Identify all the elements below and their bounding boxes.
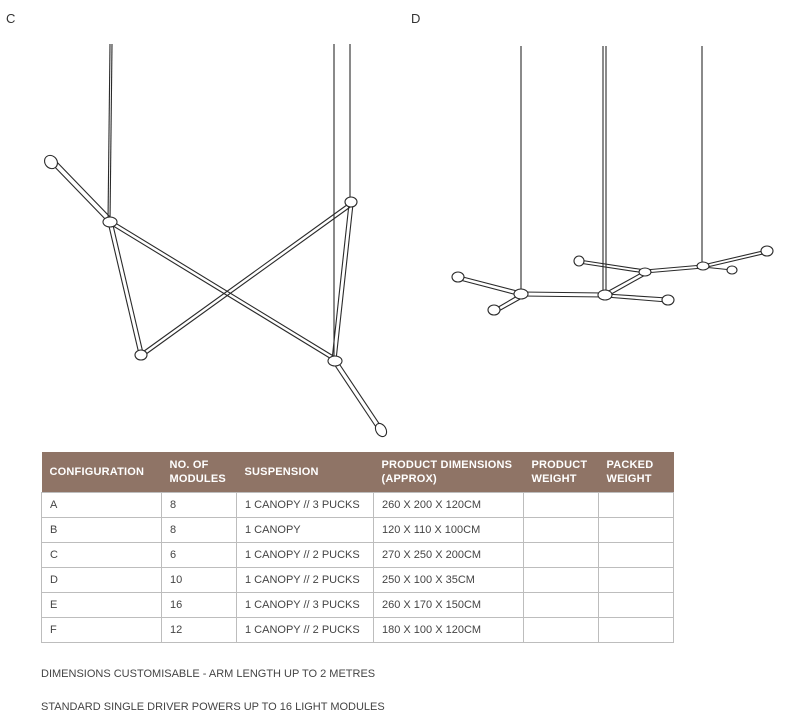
- cell-configuration: E: [42, 593, 162, 618]
- header-suspension: SUSPENSION: [237, 452, 374, 493]
- cell-suspension: 1 CANOPY // 3 PUCKS: [237, 593, 374, 618]
- cell-packed-weight: [599, 593, 674, 618]
- cell-packed-weight: [599, 543, 674, 568]
- specification-table: [41, 452, 674, 643]
- cell-modules: 16: [162, 593, 237, 618]
- light-module: [574, 256, 584, 266]
- joint-node: [598, 290, 612, 300]
- header-dimensions: PRODUCT DIMENSIONS (APPROX): [374, 452, 524, 493]
- arm: [459, 276, 521, 292]
- cell-modules: 12: [162, 618, 237, 643]
- cell-dimensions: 270 X 250 X 200CM: [374, 543, 524, 568]
- arm: [522, 292, 604, 293]
- arm: [703, 250, 767, 265]
- cell-configuration: A: [42, 493, 162, 518]
- cell-configuration: D: [42, 568, 162, 593]
- header-product-weight: PRODUCT WEIGHT: [524, 452, 599, 493]
- configuration-c-label: C: [6, 11, 16, 26]
- table-row: [42, 618, 674, 643]
- table-row: [42, 518, 674, 543]
- joint-node: [514, 289, 528, 299]
- cell-suspension: 1 CANOPY // 3 PUCKS: [237, 493, 374, 518]
- cell-product-weight: [524, 543, 599, 568]
- cell-suspension: 1 CANOPY // 2 PUCKS: [237, 618, 374, 643]
- light-module: [727, 266, 737, 274]
- joint-node: [697, 262, 709, 270]
- arm: [703, 253, 767, 268]
- note-driver-capacity: STANDARD SINGLE DRIVER POWERS UP TO 16 LIGHT MODULES: [41, 701, 385, 713]
- cell-configuration: F: [42, 618, 162, 643]
- table-header-row: [42, 452, 674, 493]
- cell-dimensions: 120 X 110 X 100CM: [374, 518, 524, 543]
- arm: [605, 271, 645, 293]
- cell-product-weight: [524, 518, 599, 543]
- header-configuration: CONFIGURATION: [42, 452, 162, 493]
- joint-node: [639, 268, 651, 276]
- cell-configuration: B: [42, 518, 162, 543]
- cell-dimensions: 260 X 200 X 120CM: [374, 493, 524, 518]
- cell-dimensions: 180 X 100 X 120CM: [374, 618, 524, 643]
- cell-packed-weight: [599, 518, 674, 543]
- cell-configuration: C: [42, 543, 162, 568]
- cell-suspension: 1 CANOPY: [237, 518, 374, 543]
- header-packed-weight: PACKED WEIGHT: [599, 452, 674, 493]
- cell-packed-weight: [599, 493, 674, 518]
- cell-suspension: 1 CANOPY // 2 PUCKS: [237, 568, 374, 593]
- table-row: [42, 543, 674, 568]
- cell-packed-weight: [599, 568, 674, 593]
- header-modules: NO. OF MODULES: [162, 452, 237, 493]
- table-row: [42, 568, 674, 593]
- cell-product-weight: [524, 593, 599, 618]
- configuration-d-label: D: [411, 11, 421, 26]
- cell-product-weight: [524, 493, 599, 518]
- table-row: [42, 493, 674, 518]
- cell-dimensions: 260 X 170 X 150CM: [374, 593, 524, 618]
- cell-packed-weight: [599, 618, 674, 643]
- cell-product-weight: [524, 618, 599, 643]
- light-module: [662, 295, 674, 305]
- table-row: [42, 593, 674, 618]
- arm: [522, 296, 604, 297]
- light-module: [761, 246, 773, 256]
- cell-suspension: 1 CANOPY // 2 PUCKS: [237, 543, 374, 568]
- note-dimensions-customisable: DIMENSIONS CUSTOMISABLE - ARM LENGTH UP TO 2 METRES: [41, 668, 376, 680]
- arm: [460, 280, 521, 296]
- cell-product-weight: [524, 568, 599, 593]
- light-module: [452, 272, 464, 282]
- light-module: [488, 305, 500, 315]
- cell-modules: 8: [162, 518, 237, 543]
- cell-modules: 6: [162, 543, 237, 568]
- cell-modules: 8: [162, 493, 237, 518]
- cell-modules: 10: [162, 568, 237, 593]
- cell-dimensions: 250 X 100 X 35CM: [374, 568, 524, 593]
